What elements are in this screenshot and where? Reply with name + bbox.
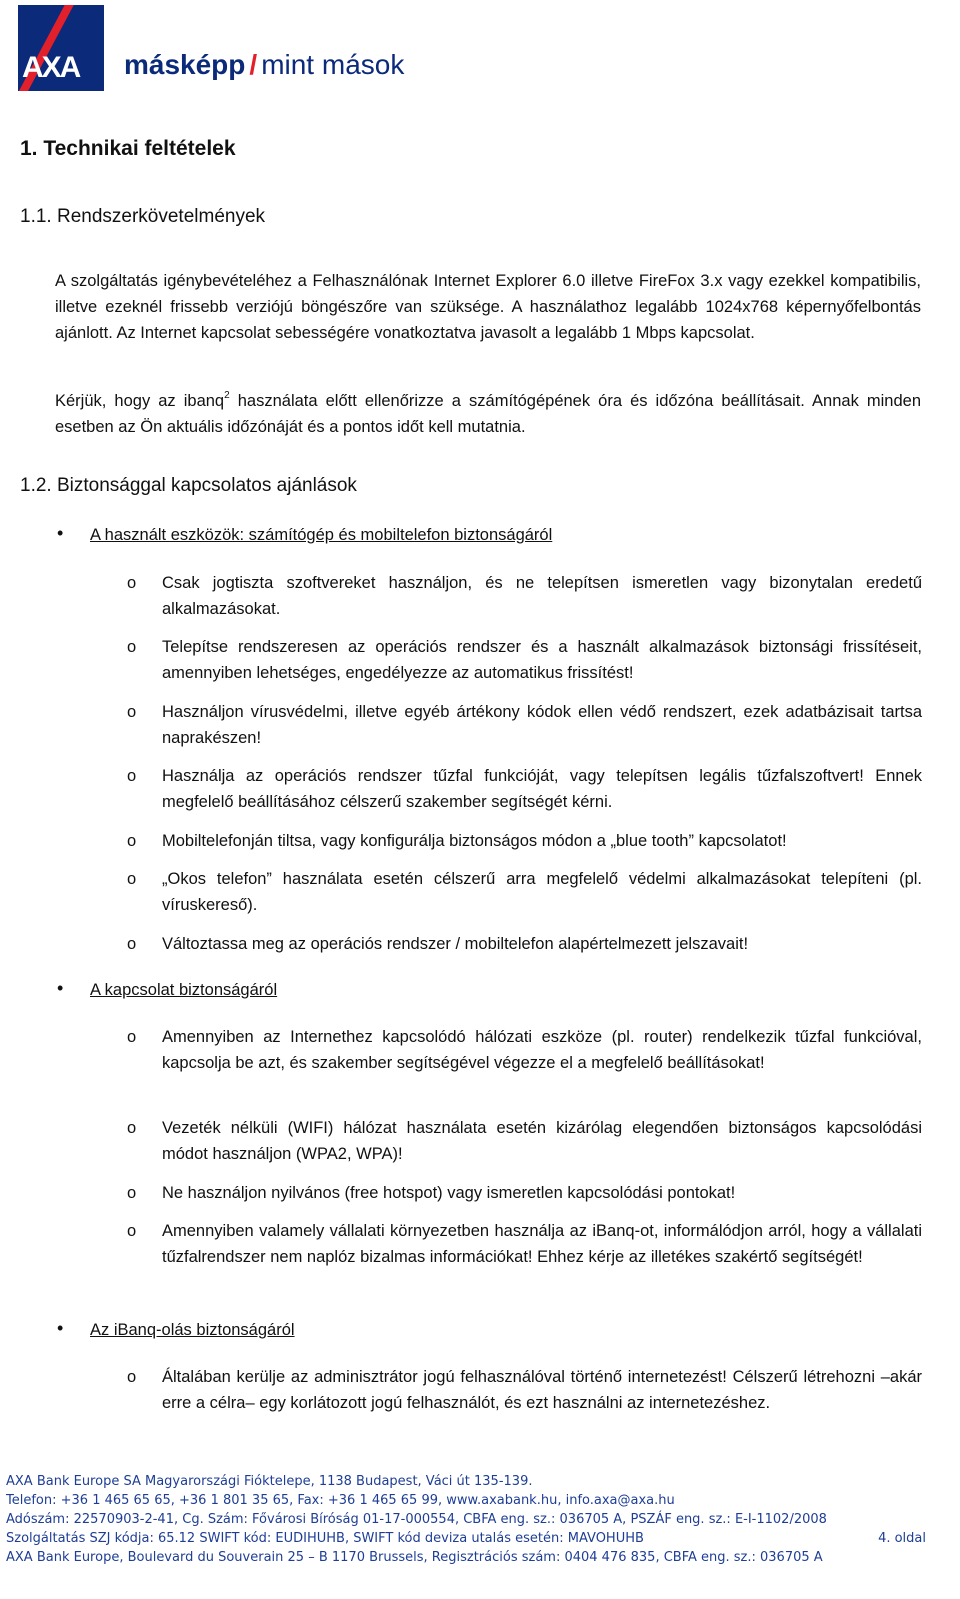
requirements-paragraph: A szolgáltatás igénybevételéhez a Felhasználónak Internet Explorer 6.0 illetve FireFox 3.x vagy ezekkel kompatibilis, illetve ezeknél frissebb verziójú böngészőre van szüksége. A használathoz legalább 1024x768 képernyőfelbontás ajánlott. Az Internet kapcsolat sebességére vonatkoztatva javasolt a legalább 1 Mbps kapcsolat.	[55, 272, 921, 342]
time-settings-text-b: használata előtt ellenőrizze a számítógépének óra és időzóna beállításait. Annak minden esetben az Ön aktuális időzónáját és a pontos időt kell mutatnia.	[55, 392, 921, 436]
time-settings-paragraph	[55, 383, 921, 440]
tagline-separator: /	[249, 49, 258, 80]
sub-bullet: o	[127, 832, 137, 850]
sub-bullet: o	[127, 638, 137, 656]
footer-contact: Telefon: +36 1 465 65 65, +36 1 801 35 65, Fax: +36 1 465 65 99, www.axabank.hu, info.axa@axa.hu	[6, 1493, 675, 1508]
bullet: •	[57, 978, 64, 998]
tagline-bold: másképp	[124, 49, 246, 80]
sub-bullet: o	[127, 935, 137, 953]
sub-bullet: o	[127, 1184, 137, 1202]
list-item-text: Amennyiben valamely vállalati környezetben használja az iBanq-ot, informálódjon arról, hogy a vállalati tűzfalrendszer nem naplóz bizalmas információkat! Ehhez kérje az illetékes szakértő segítségét!	[162, 1222, 922, 1266]
footer-address: AXA Bank Europe SA Magyarországi Fióktelepe, 1138 Budapest, Váci út 135-139.	[6, 1474, 533, 1489]
sub-bullet: o	[127, 870, 137, 888]
footer-registration: Adószám: 22570903-2-41, Cg. Szám: Fővárosi Bíróság 01-17-000554, CBFA eng. sz.: 036705 A, PSZÁF eng. sz.: E-I-1102/2008	[6, 1512, 827, 1527]
list-item-text: Használjon vírusvédelmi, illetve egyéb ártékony kódok ellen védő rendszert, ezek adatbázisait tartsa naprakészen!	[162, 703, 922, 747]
tagline	[124, 49, 404, 81]
footnote-marker: 2	[224, 390, 230, 401]
sub-bullet: o	[127, 1119, 137, 1137]
sub-bullet: o	[127, 703, 137, 721]
list-item-text: Telepítse rendszeresen az operációs rendszer és a használt alkalmazások biztonsági frissítéseit, amennyiben lehetséges, engedélyezze az automatikus frissítést!	[162, 638, 922, 682]
subsection-title-requirements: 1.1. Rendszerkövetelmények	[20, 206, 266, 227]
page-number: 4. oldal	[878, 1531, 926, 1546]
list-item-text: Ne használjon nyilvános (free hotspot) vagy ismeretlen kapcsolódási pontokat!	[162, 1184, 736, 1202]
list-item-text: Vezeték nélküli (WIFI) hálózat használata esetén kizárólag elegendően biztonságos kapcsolódási módot használjon (WPA2, WPA)!	[162, 1119, 922, 1163]
list-item-text: Változtassa meg az operációs rendszer / mobiltelefon alapértelmezett jelszavait!	[162, 935, 749, 953]
list-item-text: Csak jogtiszta szoftvereket használjon, és ne telepítsen ismeretlen vagy bizonytalan eredetű alkalmazásokat.	[162, 574, 922, 618]
axa-logo	[18, 5, 104, 91]
footer-swift-row	[6, 1529, 926, 1548]
list-item-text: Amennyiben az Internethez kapcsolódó hálózati eszköze (pl. router) rendelkezik tűzfal funkcióval, kapcsolja be azt, és szakember segítségével végezze el a megfelelő beállításokat!	[162, 1028, 922, 1072]
group-title-connection: A kapcsolat biztonságáról	[90, 981, 278, 999]
list-item-text: „Okos telefon” használata esetén célszerű arra megfelelő védelmi alkalmazásokat telepíteni (pl. víruskereső).	[162, 870, 922, 914]
list-item-text: Használja az operációs rendszer tűzfal funkcióját, vagy telepítsen legális tűzfalszoftvert! Ennek megfelelő beállításához célszerű szakember segítségét kérni.	[162, 767, 922, 811]
bullet: •	[57, 523, 64, 543]
list-item-text: Mobiltelefonján tiltsa, vagy konfigurálja biztonságos módon a „blue tooth” kapcsolatot!	[162, 832, 787, 850]
time-settings-text-a: Kérjük, hogy az ibanq	[55, 392, 225, 410]
sub-bullet: o	[127, 1368, 137, 1386]
tagline-rest: mint mások	[261, 49, 405, 80]
sub-bullet: o	[127, 574, 137, 592]
footer	[6, 1472, 926, 1567]
sub-bullet: o	[127, 1222, 137, 1240]
subsection-title-security: 1.2. Biztonsággal kapcsolatos ajánlások	[20, 475, 357, 496]
sub-bullet: o	[127, 1028, 137, 1046]
logo-text: AXA	[22, 51, 80, 84]
list-item-text: Általában kerülje az adminisztrátor jogú felhasználóval történő internetezést! Célszerű létrehozni –akár erre a célra– egy korlátozott jogú felhasználót, és ezt használni az internetezéshez.	[162, 1368, 922, 1412]
footer-swift: Szolgáltatás SZJ kódja: 65.12 SWIFT kód: EUDIHUHB, SWIFT kód deviza utalás esetén: MAVOHUHB	[6, 1531, 644, 1546]
header	[18, 5, 618, 91]
bullet: •	[57, 1318, 64, 1338]
page-title: 1. Technikai feltételek	[20, 137, 236, 160]
sub-bullet: o	[127, 767, 137, 785]
group-title-ibanq: Az iBanq-olás biztonságáról	[90, 1321, 295, 1339]
footer-headquarters: AXA Bank Europe, Boulevard du Souverain 25 – B 1170 Brussels, Regisztrációs szám: 0404 476 835, CBFA eng. sz.: 036705 A	[6, 1550, 823, 1565]
group-title-devices: A használt eszközök: számítógép és mobiltelefon biztonságáról	[90, 526, 553, 544]
